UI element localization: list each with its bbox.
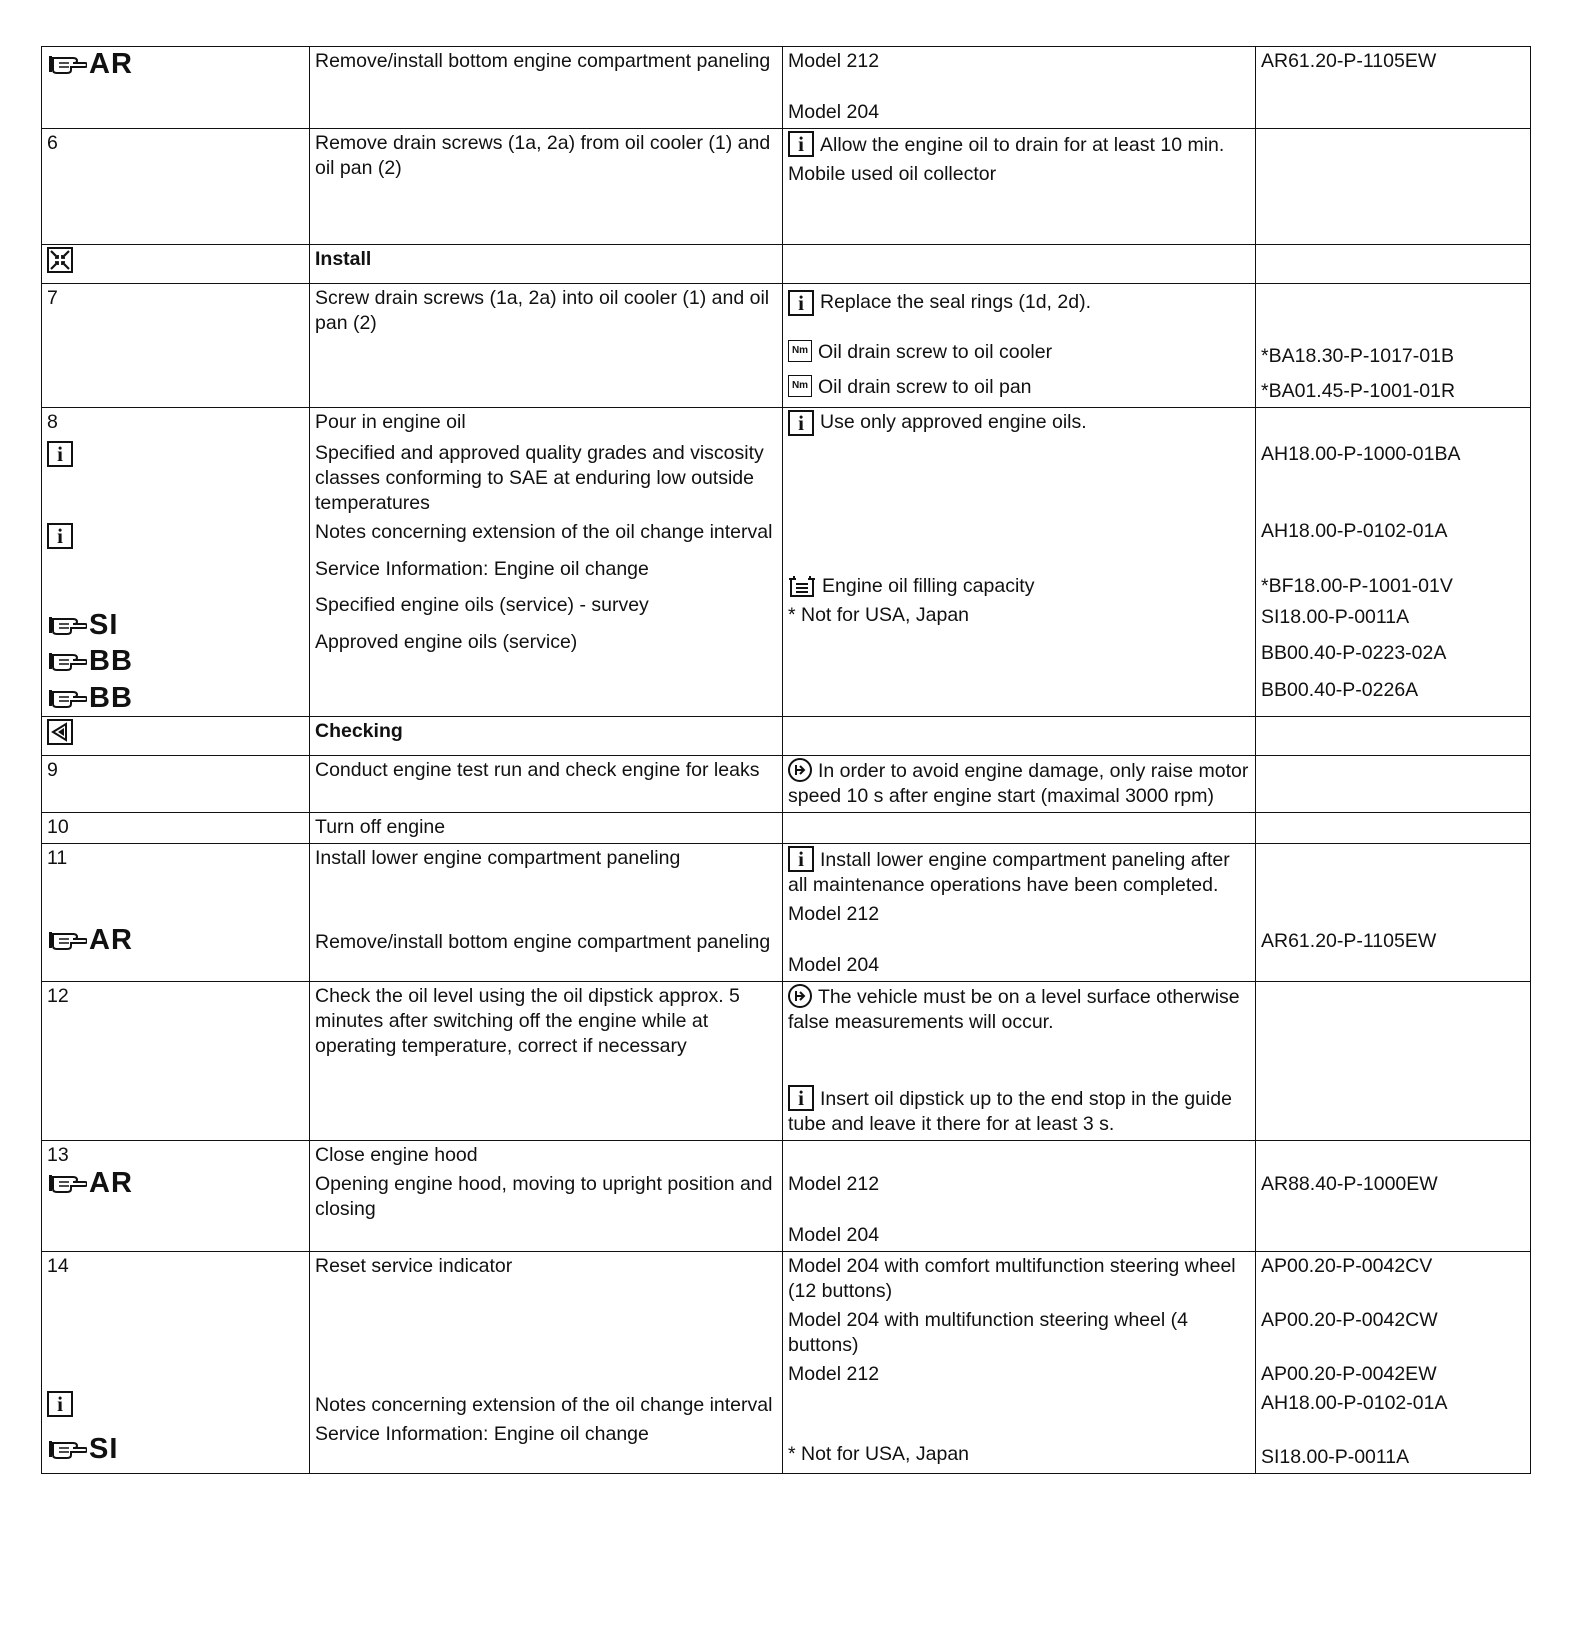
table-row: [42, 47, 1531, 129]
table-row: [42, 284, 1531, 408]
warning-icon: [788, 758, 812, 782]
step-number: 6: [42, 129, 310, 245]
torque-icon: Nm: [788, 340, 812, 362]
section-header-install: [42, 245, 1531, 284]
step-icons: 14 i SI: [42, 1252, 310, 1474]
doc-code: AH18.00-P-1000-01BA AH18.00-P-0102-01A *BF18.00-P-1001-01V SI18.00-P-0011A BB00.40-P-0223-02A BB00.40-P-0226A: [1256, 408, 1531, 717]
notes-cell: In order to avoid engine damage, only raise motor speed 10 s after engine start (maximal 3000 rpm): [783, 756, 1256, 813]
info-icon: i: [788, 131, 814, 157]
step-number: 12: [42, 982, 310, 1141]
torque-icon: Nm: [788, 375, 812, 397]
ref-tag[interactable]: AR: [89, 48, 133, 80]
table-row: [42, 844, 1531, 982]
step-number: 10: [42, 813, 310, 844]
table-row: [42, 1252, 1531, 1474]
info-icon: i: [788, 1085, 814, 1111]
table-row: [42, 1141, 1531, 1252]
step-text: Conduct engine test run and check engine for leaks: [310, 756, 783, 813]
notes-cell: i Allow the engine oil to drain for at least 10 min. Mobile used oil collector: [783, 129, 1256, 245]
step-text: Check the oil level using the oil dipstick approx. 5 minutes after switching off the engine while at operating temperature, correct if necessary: [310, 982, 783, 1141]
step-icons: 13 AR: [42, 1141, 310, 1252]
procedure-table: [41, 46, 1531, 1474]
section-icon-cell: [42, 717, 310, 756]
info-icon: i: [47, 441, 73, 467]
doc-code: AR61.20-P-1105EW: [1256, 844, 1531, 982]
oil-capacity-icon: [788, 574, 816, 598]
pointing-hand-icon: [47, 613, 87, 637]
pointing-hand-icon: [47, 649, 87, 673]
table-row: [42, 129, 1531, 245]
section-header-checking: [42, 717, 1531, 756]
notes-cell: i Replace the seal rings (1d, 2d). Nm Oil drain screw to oil cooler Nm Oil drain screw to oil pan: [783, 284, 1256, 408]
step-text: Turn off engine: [310, 813, 783, 844]
notes-cell: Model 212 Model 204: [783, 1141, 1256, 1252]
ref-cell: [42, 47, 310, 129]
info-icon: i: [47, 523, 73, 549]
step-text: Pour in engine oil Specified and approved quality grades and viscosity classes conforming to SAE at enduring low outside temperatures Notes concerning extension of the oil change interval Service Information: Engine oil change Specified engine oils (service) - survey Approved engine oils (service): [310, 408, 783, 717]
info-icon: i: [788, 290, 814, 316]
table-row: [42, 408, 1531, 717]
checking-icon: [47, 719, 73, 745]
notes-cell: Model 204 with comfort multifunction steering wheel (12 buttons) Model 204 with multifunction steering wheel (4 buttons) Model 212 * Not for USA, Japan: [783, 1252, 1256, 1474]
doc-code[interactable]: AR61.20-P-1105EW: [1256, 47, 1531, 129]
doc-code: AP00.20-P-0042CV AP00.20-P-0042CW AP00.20-P-0042EW AH18.00-P-0102-01A SI18.00-P-0011A: [1256, 1252, 1531, 1474]
pointing-hand-icon: [47, 928, 87, 952]
section-icon-cell: [42, 245, 310, 284]
pointing-hand-icon: [47, 1437, 87, 1461]
step-number: 7: [42, 284, 310, 408]
step-icons: 11 AR: [42, 844, 310, 982]
pointing-hand-icon: [47, 52, 87, 76]
notes-cell: Model 212 Model 204: [783, 47, 1256, 129]
pointing-hand-icon: [47, 686, 87, 710]
step-text: Remove drain screws (1a, 2a) from oil cooler (1) and oil pan (2): [310, 129, 783, 245]
info-icon: i: [47, 1391, 73, 1417]
warning-icon: [788, 984, 812, 1008]
step-number: 9: [42, 756, 310, 813]
pointing-hand-icon: [47, 1171, 87, 1195]
step-text: Close engine hood Opening engine hood, moving to upright position and closing: [310, 1141, 783, 1252]
step-text: Screw drain screws (1a, 2a) into oil cooler (1) and oil pan (2): [310, 284, 783, 408]
table-row: [42, 813, 1531, 844]
doc-code: [1256, 129, 1531, 245]
notes-cell: i Install lower engine compartment paneling after all maintenance operations have been completed. Model 212 Model 204: [783, 844, 1256, 982]
table-row: [42, 756, 1531, 813]
step-text: Remove/install bottom engine compartment paneling: [310, 47, 783, 129]
info-icon: i: [788, 410, 814, 436]
section-title: Install: [310, 245, 783, 284]
install-icon: [47, 247, 73, 273]
notes-cell: i Use only approved engine oils. Engine oil filling capacity * Not for USA, Japan: [783, 408, 1256, 717]
step-icons: 8 i i SI BB BB: [42, 408, 310, 717]
notes-cell: The vehicle must be on a level surface otherwise false measurements will occur. i Insert oil dipstick up to the end stop in the guide tube and leave it there for at least 3 s.: [783, 982, 1256, 1141]
info-icon: i: [788, 846, 814, 872]
step-text: Install lower engine compartment paneling Remove/install bottom engine compartment paneling: [310, 844, 783, 982]
section-title: Checking: [310, 717, 783, 756]
doc-code: AR88.40-P-1000EW: [1256, 1141, 1531, 1252]
doc-code: *BA18.30-P-1017-01B *BA01.45-P-1001-01R: [1256, 284, 1531, 408]
step-text: Reset service indicator Notes concerning extension of the oil change interval Service Information: Engine oil change: [310, 1252, 783, 1474]
table-row: [42, 982, 1531, 1141]
